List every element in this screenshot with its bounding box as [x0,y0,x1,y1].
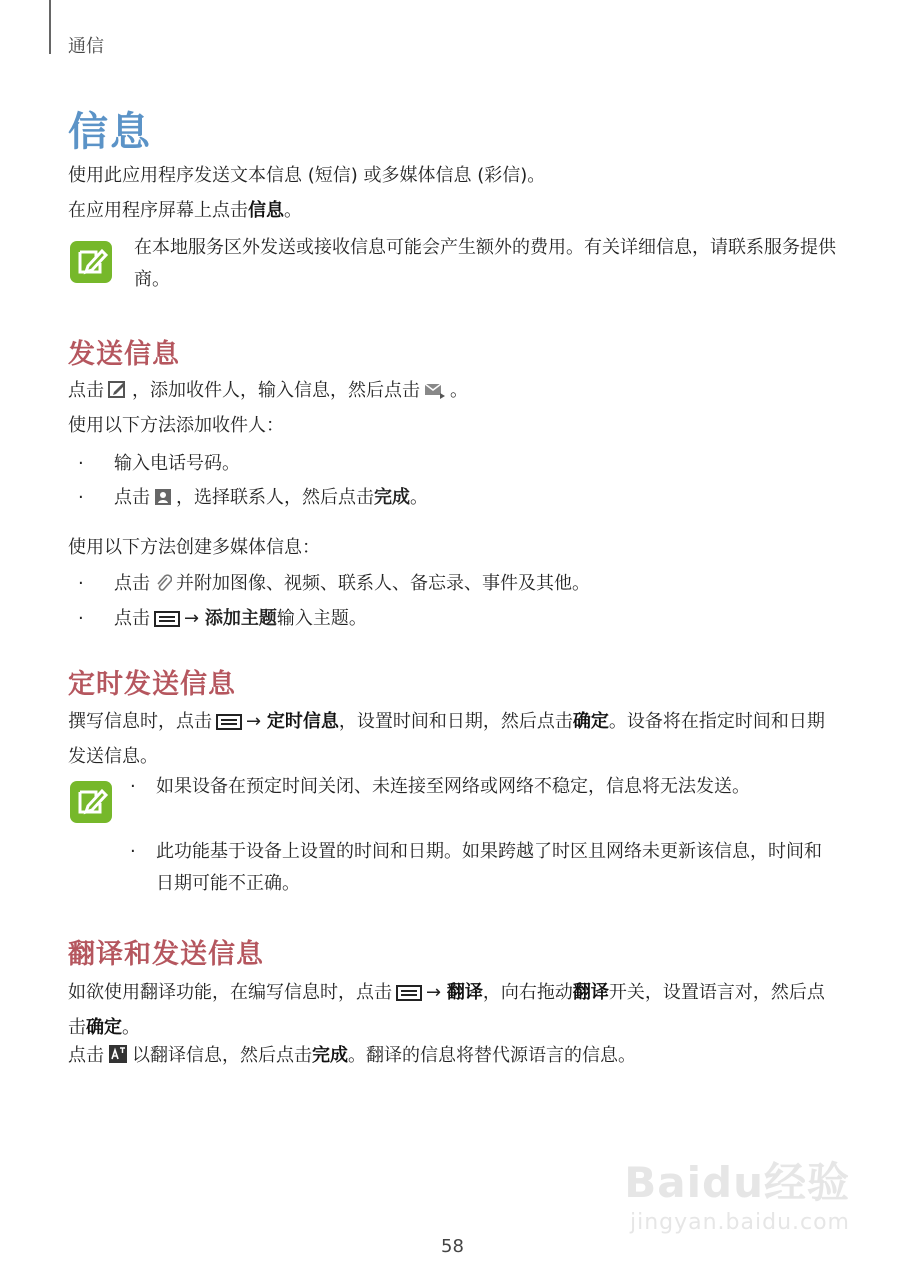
watermark: Baidu经验 jingyan.baidu.com [624,1158,850,1235]
intro-line-1: 使用此应用程序发送文本信息 (短信) 或多媒体信息 (彩信)。 [68,165,546,186]
app-name: 信息 [248,200,284,221]
section-heading-schedule: 定时发送信息 [68,669,236,700]
contact-icon [154,485,172,517]
menu-icon [154,606,180,638]
send-line-1: 点击 ，添加收件人，输入信息，然后点击 。 [68,375,468,410]
page-title: 信息 [68,109,152,155]
translate-paragraph-2: 点击 以翻译信息，然后点击完成。翻译的信息将替代源语言的信息。 [68,1040,636,1075]
note-text: 在本地服务区外发送或接收信息可能会产生额外的费用。有关详细信息，请联系服务提供商。 [134,237,836,290]
note-icon [70,781,112,823]
section-heading-translate: 翻译和发送信息 [68,939,264,970]
menu-icon [216,709,242,741]
schedule-paragraph: 撰写信息时，点击 → 定时信息，设置时间和日期，然后点击确定。设备将在指定时间和日期发送信息。 [68,711,825,767]
note-list-item: · 如果设备在预定时间关闭、未连接至网络或网络不稳定，信息将无法发送。 [130,776,750,797]
translate-paragraph-1: 如欲使用翻译功能，在编写信息时，点击 → 翻译，向右拖动翻译开关，设置语言对，然后点击确定。 [68,982,825,1038]
send-icon [424,378,446,410]
compose-icon [108,378,128,410]
section-label: 通信 [68,36,104,57]
section-heading-send: 发送信息 [68,339,180,370]
attach-icon [154,571,172,603]
page-number: 58 [441,1236,464,1257]
intro-line-2: 在应用程序屏幕上点击信息。 [68,200,302,221]
translate-icon [108,1043,128,1075]
send-line-2: 使用以下方法添加收件人： [68,415,284,436]
menu-icon [396,980,422,1012]
send-line-3: 使用以下方法创建多媒体信息： [68,537,320,558]
note-list-item: · 此功能基于设备上设置的时间和日期。如果跨越了时区且网络未更新该信息，时间和日期可能不正确。 [130,841,822,894]
note-icon [70,241,112,283]
header-rule [49,0,51,54]
